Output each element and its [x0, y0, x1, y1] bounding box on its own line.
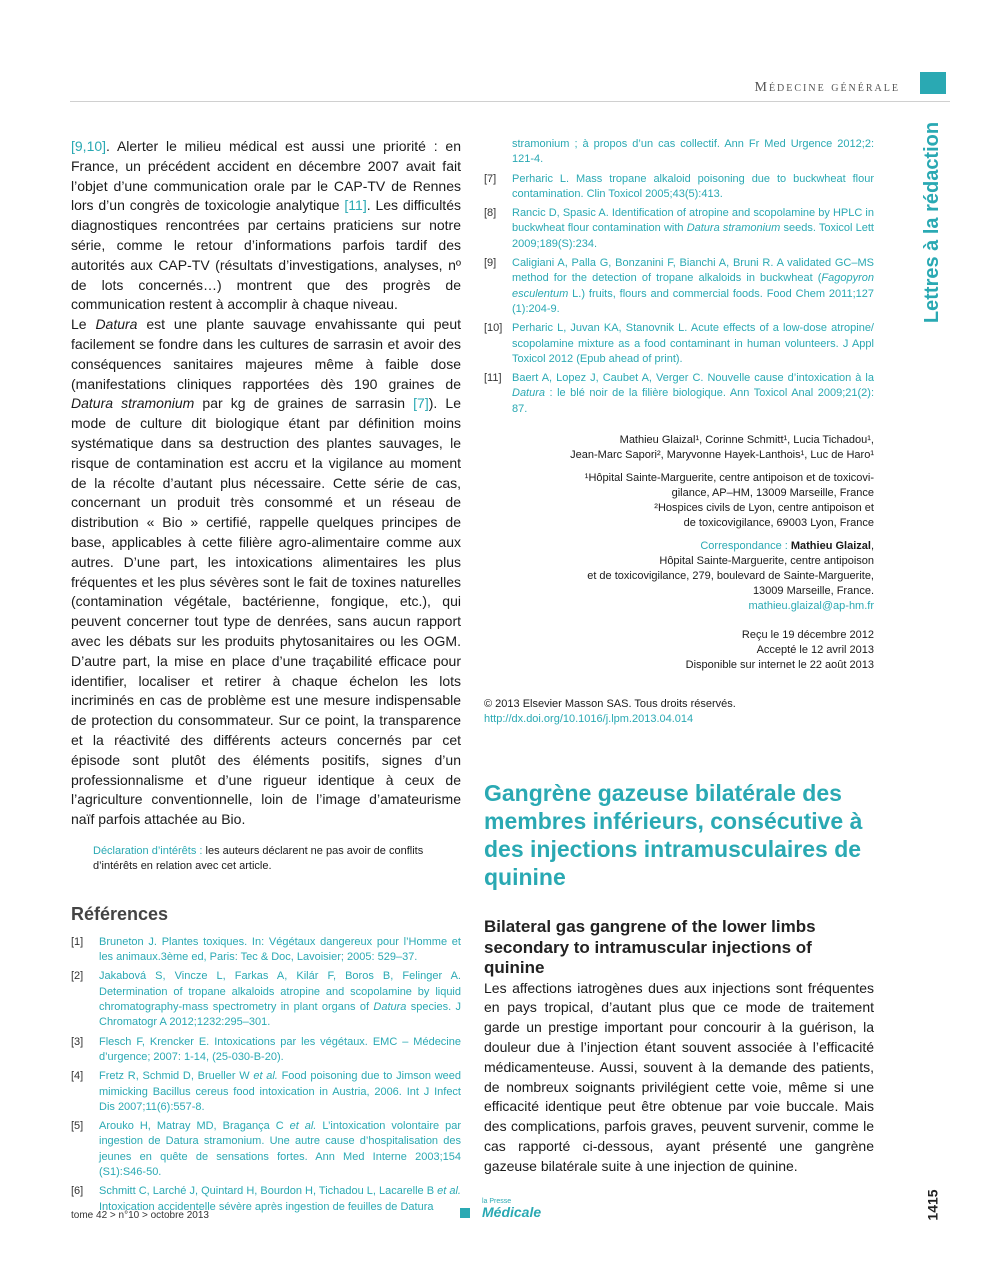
declaration-label: Déclaration d’intérêts :: [93, 844, 203, 857]
authors-line: Mathieu Glaizal¹, Corinne Schmitt¹, Lucia Tichadou¹,: [619, 434, 874, 447]
correspondence-line: et de toxicovigilance, 279, boulevard de Sainte-Marguerite,: [587, 570, 874, 583]
side-label-wrap: [913, 112, 953, 332]
correspondence-block: Correspondance : Mathieu Glaizal, Hôpital Sainte-Marguerite, centre antipoison et de toxicovigilance, 279, boulevard de Sainte-Marguerite, 13009 Marseille, France. mathieu.glaizal@ap-hm.fr: [484, 539, 874, 614]
reference-number: [5]: [71, 1120, 84, 1133]
reference-number: [1]: [71, 935, 84, 948]
right-column: [484, 137, 874, 1177]
text-run: est une plante sauvage envahissante qui peut facilement se fondre dans les cultures de sarrasin et avoir des conséquences sanitaires majeures même à faible dose (manifestations cliniques rapportées dès 190 graines de: [71, 316, 461, 392]
header-accent-block: [920, 72, 946, 94]
reference-number: [4]: [71, 1070, 84, 1083]
logo-square-icon: [460, 1208, 470, 1218]
affiliation-line: gilance, AP–HM, 13009 Marseille, France: [671, 487, 874, 500]
reference-list-left: [71, 935, 461, 1215]
reference-text[interactable]: [512, 371, 874, 417]
date-accepted: Accepté le 12 avril 2013: [756, 644, 874, 657]
reference-italic: Fagopyron esculentum: [512, 272, 874, 300]
reference-text[interactable]: [99, 935, 461, 966]
copyright-text: © 2013 Elsevier Masson SAS. Tous droits réservés.: [484, 698, 736, 711]
italic-run: Datura: [95, 316, 138, 333]
reference-italic: Datura: [512, 387, 546, 400]
correspondence-label: Correspondance :: [700, 540, 791, 553]
reference-run: Food poisoning due to Jimson weed mimicking Bacillus cereus food intoxication in Austria, 2006. Int J Infect Dis 2007;11(6):557-8.: [99, 1070, 462, 1113]
reference-item: [484, 321, 874, 367]
dates-block: [484, 628, 874, 673]
affiliations-block: [484, 471, 874, 531]
declaration-text: les auteurs déclarent ne pas avoir de conflits d’intérêts en relation avec cet article.: [93, 844, 424, 872]
reference-item: [484, 137, 874, 168]
reference-italic: et al.: [437, 1185, 461, 1198]
reference-item: [484, 206, 874, 252]
paragraph-1: [71, 137, 461, 315]
article-subtitle: Bilateral gas gangrene of the lower limbs secondary to intramuscular injections of quinine: [484, 917, 816, 978]
reference-item: [71, 1069, 461, 1115]
text-run: ). Le mode de culture dit biologique étant par définition moins systématique dans sa destruction des plantes sauvages, le risque de contamination est accru et la vigilance au moment de la récolte d’autant plus nécessaire. Cette série de cas, concernant un produit très consommé et un réseau de distribution « Bio » certifié, rappelle quelques principes de base, applicables à cette filière agro-alimentaire comme aux autres. D’une part, les intoxications alimentaires les plus fréquentes et les plus sévères sont le fait de toxines naturelles (contamination végétale, bactérienne, fongique, etc.), qui peuvent concerner tout type de denrées, sans aucun rapport avec les débats sur les produits phytosanitaires ou les OGM. D’autre part, la mise en place d’une traçabilité efficace pour identifier, localiser et retirer à chaque échelon les lots incriminés en cas de problème est une mesure indispensable de protection du consommateur. Sur ce point, la transparence et la réactivité des différents acteurs concernés par cet épisode sont plutôt des éléments positifs, signes d’un professionnalisme et d’une rigueur identique à ceux de l’agriculture conventionnelle, loin de l’image d’amateurisme naïf parfois attachée au Bio.: [71, 395, 461, 828]
citation-link[interactable]: [11]: [344, 197, 367, 214]
reference-run: seeds. Toxicol Lett 2009;189(S):234.: [512, 222, 874, 250]
reference-run: Jakabová S, Vincze L, Farkas A, Kilár F, Boros B, Felinger A. Determination of tropane alkaloids atropine and scopolamine by liquid chromatography-mass spectrometry in plant organs of: [99, 970, 461, 1014]
text-run: par kg de graines de sarrasin: [194, 395, 414, 412]
italic-run: Datura stramonium: [71, 395, 195, 412]
correspondence-line: 13009 Marseille, France.: [752, 585, 874, 598]
reference-italic: Datura stramonium: [686, 222, 781, 235]
article-title: Gangrène gazeuse bilatérale des membres inférieurs, consécutive à des injections intramusculaires de quinine: [484, 780, 863, 891]
section-header: Médecine générale: [754, 80, 900, 95]
reference-item: [484, 256, 874, 317]
text-run: . Alerter le milieu médical est aussi une priorité : en France, un précédent accident en décembre 2007 avait fait l’objet d’une communication orale par le CAP-TV de Rennes lors d’un congrès de toxicologie analytique: [71, 138, 461, 214]
reference-text[interactable]: [99, 1119, 461, 1180]
page-number: 1415: [925, 1189, 941, 1221]
citation-link[interactable]: [7]: [413, 395, 429, 412]
reference-number: [11]: [484, 372, 502, 385]
reference-number: [8]: [484, 207, 497, 220]
header-rule: [70, 101, 950, 102]
reference-run: Rancic D, Spasic A. Identification of atropine and scopolamine by HPLC in buckwheat flour contamination with: [512, 207, 874, 235]
affiliation-line: ²Hospices civils de Lyon, centre antipoison et: [654, 502, 874, 515]
reference-text[interactable]: [99, 1035, 461, 1066]
reference-text[interactable]: stramonium ; à propos d’un cas collectif. Ann Fr Med Urgence 2012;2: 121-4.: [512, 138, 874, 166]
reference-run: Flesch F, Krencker E. Intoxications par les végétaux. EMC – Médecine d’urgence; 2007: 1-14, (25-030-B-20).: [99, 1035, 461, 1063]
reference-number: [10]: [484, 322, 503, 335]
reference-item: [71, 969, 461, 1030]
left-column: [71, 137, 461, 1219]
article-body: Les affections iatrogènes dues aux injections sont fréquentes en pays tropical, d’autant plus que ce mode de traitement garde un prestige important pour concourir à la guérison, la douleur due à l’injection étant souvent associée à l’efficacité médicamenteuse. Aussi, souvent à la demande des patients, de nombreux soignants privilégient cette voie, même si une efficacité identique peut être obtenue par voie buccale. Mais des complications, parfois graves, peuvent survenir, comme le cas rapporté ci-dessous, ayant présenté une gangrène gazeuse bilatérale suite à une injection de quinine.: [484, 979, 874, 1174]
reference-text[interactable]: [512, 321, 874, 367]
reference-item: [71, 1035, 461, 1066]
reference-run: species. J Chromatogr A 2012;1232:295–301.: [99, 1001, 461, 1029]
reference-italic: Datura: [373, 1001, 407, 1014]
citation-link[interactable]: [9,10]: [71, 138, 107, 154]
reference-number: [9]: [484, 257, 497, 270]
reference-list-right: [484, 172, 874, 417]
email-link[interactable]: mathieu.glaizal@ap-hm.fr: [748, 600, 874, 613]
reference-number: [3]: [71, 1035, 84, 1048]
reference-run: Perharic L. Mass tropane alkaloid poisoning due to buckwheat flour contamination. Clin Toxicol 2005;43(5):413.: [512, 172, 874, 200]
authors-line: Jean-Marc Sapori², Maryvonne Hayek-Lanthois¹, Luc de Haro¹: [570, 449, 874, 462]
reference-text[interactable]: [512, 172, 874, 203]
reference-number: [2]: [71, 970, 84, 983]
correspondence-name: Mathieu Glaizal: [790, 540, 871, 553]
reference-text[interactable]: [512, 206, 874, 252]
side-label: Lettres à la rédaction: [921, 121, 944, 323]
reference-run: Baert A, Lopez J, Caubet A, Verger C. Nouvelle cause d’intoxication à la: [512, 372, 874, 385]
logo-small-text: la Presse: [482, 1198, 512, 1205]
correspondence-line: Hôpital Sainte-Marguerite, centre antipoison: [659, 555, 874, 568]
reference-run: : le blé noir de la filière biologique. Ann Toxicol Anal 2009;21(2): 87.: [512, 387, 874, 415]
reference-text[interactable]: [512, 256, 874, 317]
page-number-wrap: [913, 1180, 953, 1230]
reference-run: Fretz R, Schmid D, Brueller W: [99, 1070, 254, 1083]
reference-item: [71, 1119, 461, 1180]
reference-italic: et al.: [253, 1070, 278, 1083]
text-run: Le: [71, 316, 96, 333]
references-title: Références: [71, 903, 169, 924]
reference-run: Perharic L, Juvan KA, Stanovnik L. Acute effects of a low-dose atropine/ scopolamine mixture as a food contaminant in human volunteers. J Appl Toxicol 2012 (Epub ahead of print).: [512, 322, 874, 365]
date-received: Reçu le 19 décembre 2012: [741, 629, 874, 642]
reference-text[interactable]: [99, 969, 461, 1030]
reference-item: [71, 935, 461, 966]
affiliation-line: ¹Hôpital Sainte-Marguerite, centre antipoison et de toxicovi-: [584, 472, 874, 485]
reference-item: [484, 172, 874, 203]
conflict-declaration: [93, 844, 461, 874]
reference-run: Bruneton J. Plantes toxiques. In: Végétaux dangereux pour l’Homme et les animaux.3ème ed, Paris: Tec & Doc, Lavoisier; 2005: 529–37.: [99, 935, 461, 964]
reference-number: [484, 137, 512, 168]
reference-run: Intoxication accidentelle sévère après ingestion de feuilles de Datura: [99, 1200, 434, 1213]
reference-run: Arouko H, Matray MD, Bragança C: [99, 1120, 290, 1133]
paragraph-2: [71, 315, 461, 830]
text-run: . Les difficultés diagnostiques rencontrées par certains praticiens sur notre série, comme le retour d’informations parfois tardif des autorités aux CAP-TV (résultats d’investigations, analyses, nº de lots concernés…) montrent que des progrès de communication restent à accomplir à chaque niveau.: [71, 197, 461, 313]
reference-run: L.) fruits, flours and commercial foods. Food Chem 2011;127 (1):204-9.: [512, 287, 874, 315]
reference-text[interactable]: [99, 1069, 461, 1115]
reference-number: [7]: [484, 172, 497, 185]
date-online: Disponible sur internet le 22 août 2013: [685, 659, 874, 672]
reference-run: L’intoxication volontaire par ingestion de Datura stramonium. Une autre cause d’hospitalisation des jeunes en quête de sensations fortes. Ann Med Interne 2003;154 (S1):S46-50.: [99, 1120, 461, 1179]
journal-logo: [460, 1198, 541, 1221]
reference-run: Caligiani A, Palla G, Bonzanini F, Bianchi A, Bruni R. A validated GC–MS method for the detection of tropane alkaloids in buckwheat (: [512, 257, 874, 285]
reference-item: [484, 371, 874, 417]
affiliation-line: de toxicovigilance, 69003 Lyon, France: [683, 517, 874, 530]
reference-italic: et al.: [289, 1120, 317, 1133]
doi-link[interactable]: http://dx.doi.org/10.1016/j.lpm.2013.04.014: [484, 713, 694, 726]
reference-run: Schmitt C, Larché J, Quintard H, Bourdon H, Tichadou L, Lacarelle B: [99, 1185, 438, 1198]
authors-block: [484, 433, 874, 463]
copyright-block: [484, 697, 874, 727]
issue-info: tome 42 > n°10 > octobre 2013: [71, 1210, 209, 1221]
logo-big-text: Médicale: [482, 1204, 542, 1220]
reference-number: [6]: [71, 1185, 84, 1198]
